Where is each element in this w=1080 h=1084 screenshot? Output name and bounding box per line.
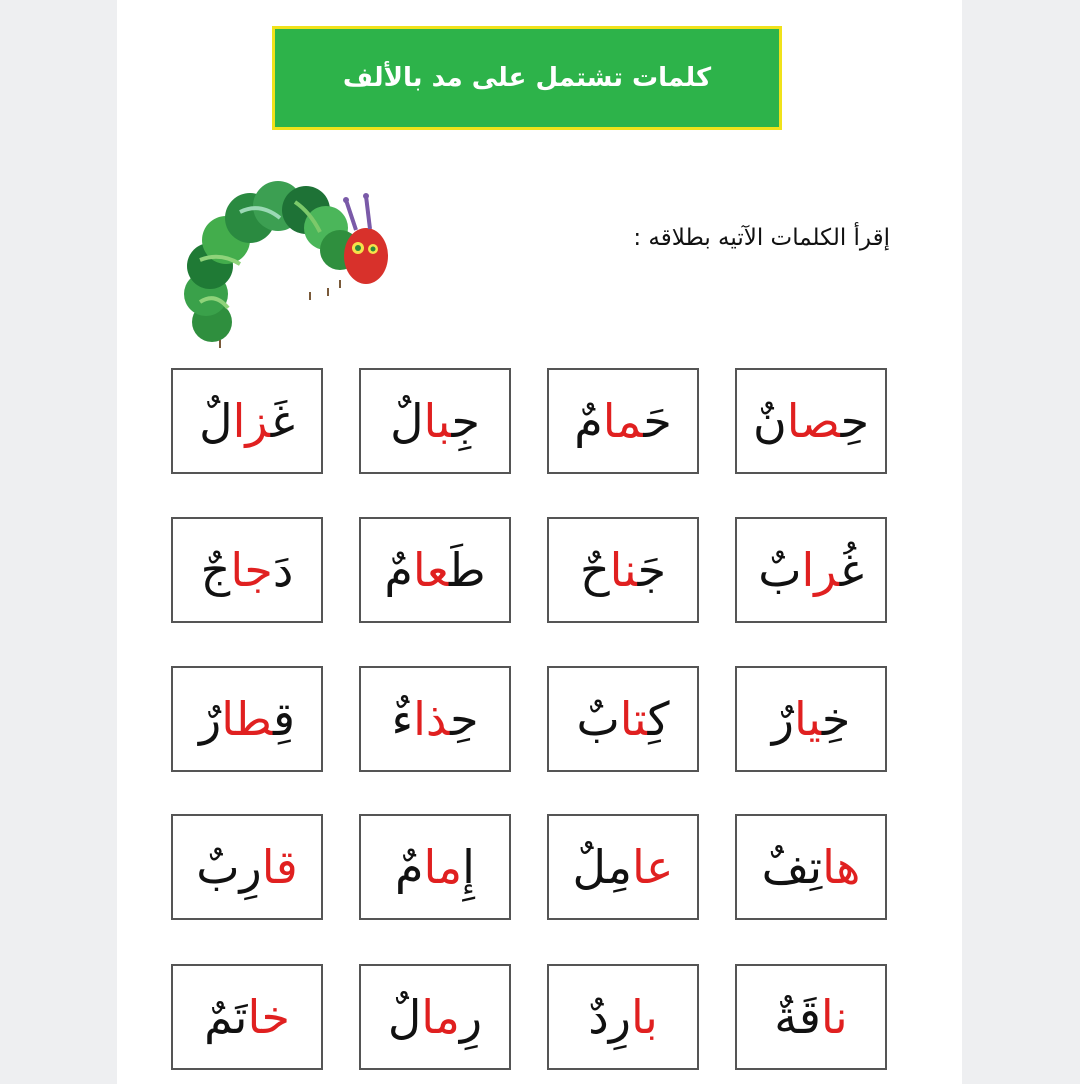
caterpillar-illustration — [180, 172, 395, 350]
word-segment: ءٌ — [391, 692, 414, 746]
word-card — [547, 666, 699, 772]
word-segment: غَ — [270, 394, 295, 448]
long-vowel-segment: نا — [609, 543, 638, 597]
word-segment: بٌ — [576, 692, 620, 746]
word-segment: مٌ — [574, 394, 603, 448]
word-segment: خِ — [821, 692, 851, 746]
word-segment: مٌ — [395, 840, 424, 894]
word-text — [574, 394, 672, 448]
word-segment: تِفٌ — [761, 840, 823, 894]
word-card — [547, 517, 699, 623]
word-card — [171, 964, 323, 1070]
long-vowel-segment: خا — [247, 990, 290, 1044]
long-vowel-segment: عا — [632, 840, 674, 894]
word-segment: لٌ — [387, 990, 422, 1044]
word-card — [735, 666, 887, 772]
word-segment: مٌ — [384, 543, 413, 597]
word-segment: بٌ — [758, 543, 802, 597]
word-text — [384, 543, 486, 597]
word-card — [547, 814, 699, 920]
long-vowel-segment: را — [801, 543, 840, 597]
word-card — [547, 368, 699, 474]
long-vowel-segment: ما — [423, 840, 463, 894]
word-segment: جٌ — [200, 543, 231, 597]
word-text — [199, 692, 295, 746]
word-segment: جَ — [637, 543, 667, 597]
word-card — [171, 517, 323, 623]
word-text — [588, 990, 658, 1044]
word-segment: طَ — [449, 543, 486, 597]
word-segment: مِلٌ — [572, 840, 632, 894]
word-segment: قِ — [272, 692, 295, 746]
long-vowel-segment: زا — [232, 394, 271, 448]
word-segment: غُ — [839, 543, 864, 597]
word-segment: جِ — [451, 394, 480, 448]
word-card — [171, 368, 323, 474]
word-text — [199, 394, 295, 448]
word-text — [576, 692, 670, 746]
caterpillar-legs — [220, 280, 340, 348]
word-card — [171, 814, 323, 920]
word-segment: نٌ — [752, 394, 787, 448]
long-vowel-segment: عا — [412, 543, 450, 597]
page-title: كلمات تشتمل على مد بالألف — [342, 63, 712, 93]
word-card — [359, 814, 511, 920]
long-vowel-segment: قا — [261, 840, 298, 894]
word-segment: قَةٌ — [774, 990, 821, 1044]
word-card — [359, 666, 511, 772]
long-vowel-segment: با — [423, 394, 452, 448]
word-text — [771, 692, 851, 746]
long-vowel-segment: نا — [820, 990, 848, 1044]
word-segment: رِبٌ — [196, 840, 262, 894]
word-segment: لٌ — [390, 394, 424, 448]
long-vowel-segment: ما — [602, 394, 644, 448]
word-text — [391, 692, 479, 746]
long-vowel-segment: صا — [786, 394, 841, 448]
word-segment: حِ — [840, 394, 870, 448]
word-text — [758, 543, 864, 597]
word-segment: دَ — [272, 543, 294, 597]
title-banner — [272, 26, 782, 130]
caterpillar-body — [184, 181, 360, 342]
word-card — [547, 964, 699, 1070]
word-segment: إِ — [462, 840, 475, 894]
word-segment: رِدٌ — [588, 990, 631, 1044]
word-card — [735, 814, 887, 920]
word-segment: تَمٌ — [204, 990, 248, 1044]
word-card — [735, 517, 887, 623]
word-segment: حِ — [450, 692, 479, 746]
word-card — [359, 964, 511, 1070]
word-text — [390, 394, 480, 448]
word-text — [200, 543, 294, 597]
long-vowel-segment: تا — [619, 692, 648, 746]
word-card — [171, 666, 323, 772]
word-text — [752, 394, 870, 448]
word-segment: رِ — [459, 990, 483, 1044]
long-vowel-segment: يا — [793, 692, 822, 746]
word-segment: كِ — [647, 692, 670, 746]
word-text — [774, 990, 848, 1044]
long-vowel-segment: با — [630, 990, 658, 1044]
word-text — [395, 840, 475, 894]
instruction-text: إقرأ الكلمات الآتيه بطلاقه : — [633, 225, 890, 251]
long-vowel-segment: جا — [230, 543, 273, 597]
word-text — [579, 543, 667, 597]
word-text — [387, 990, 483, 1044]
word-segment: لٌ — [199, 394, 233, 448]
caterpillar-head — [343, 193, 388, 284]
word-card — [359, 368, 511, 474]
word-segment: رٌ — [771, 692, 794, 746]
word-card — [735, 368, 887, 474]
word-card — [359, 517, 511, 623]
long-vowel-segment: ما — [421, 990, 460, 1044]
word-segment: حٌ — [579, 543, 610, 597]
word-card — [735, 964, 887, 1070]
word-text — [761, 840, 861, 894]
long-vowel-segment: طا — [221, 692, 273, 746]
word-text — [204, 990, 290, 1044]
word-segment: حَ — [643, 394, 672, 448]
long-vowel-segment: ذا — [413, 692, 451, 746]
word-text — [572, 840, 674, 894]
long-vowel-segment: ها — [822, 840, 861, 894]
word-segment: رٌ — [199, 692, 222, 746]
word-text — [196, 840, 298, 894]
